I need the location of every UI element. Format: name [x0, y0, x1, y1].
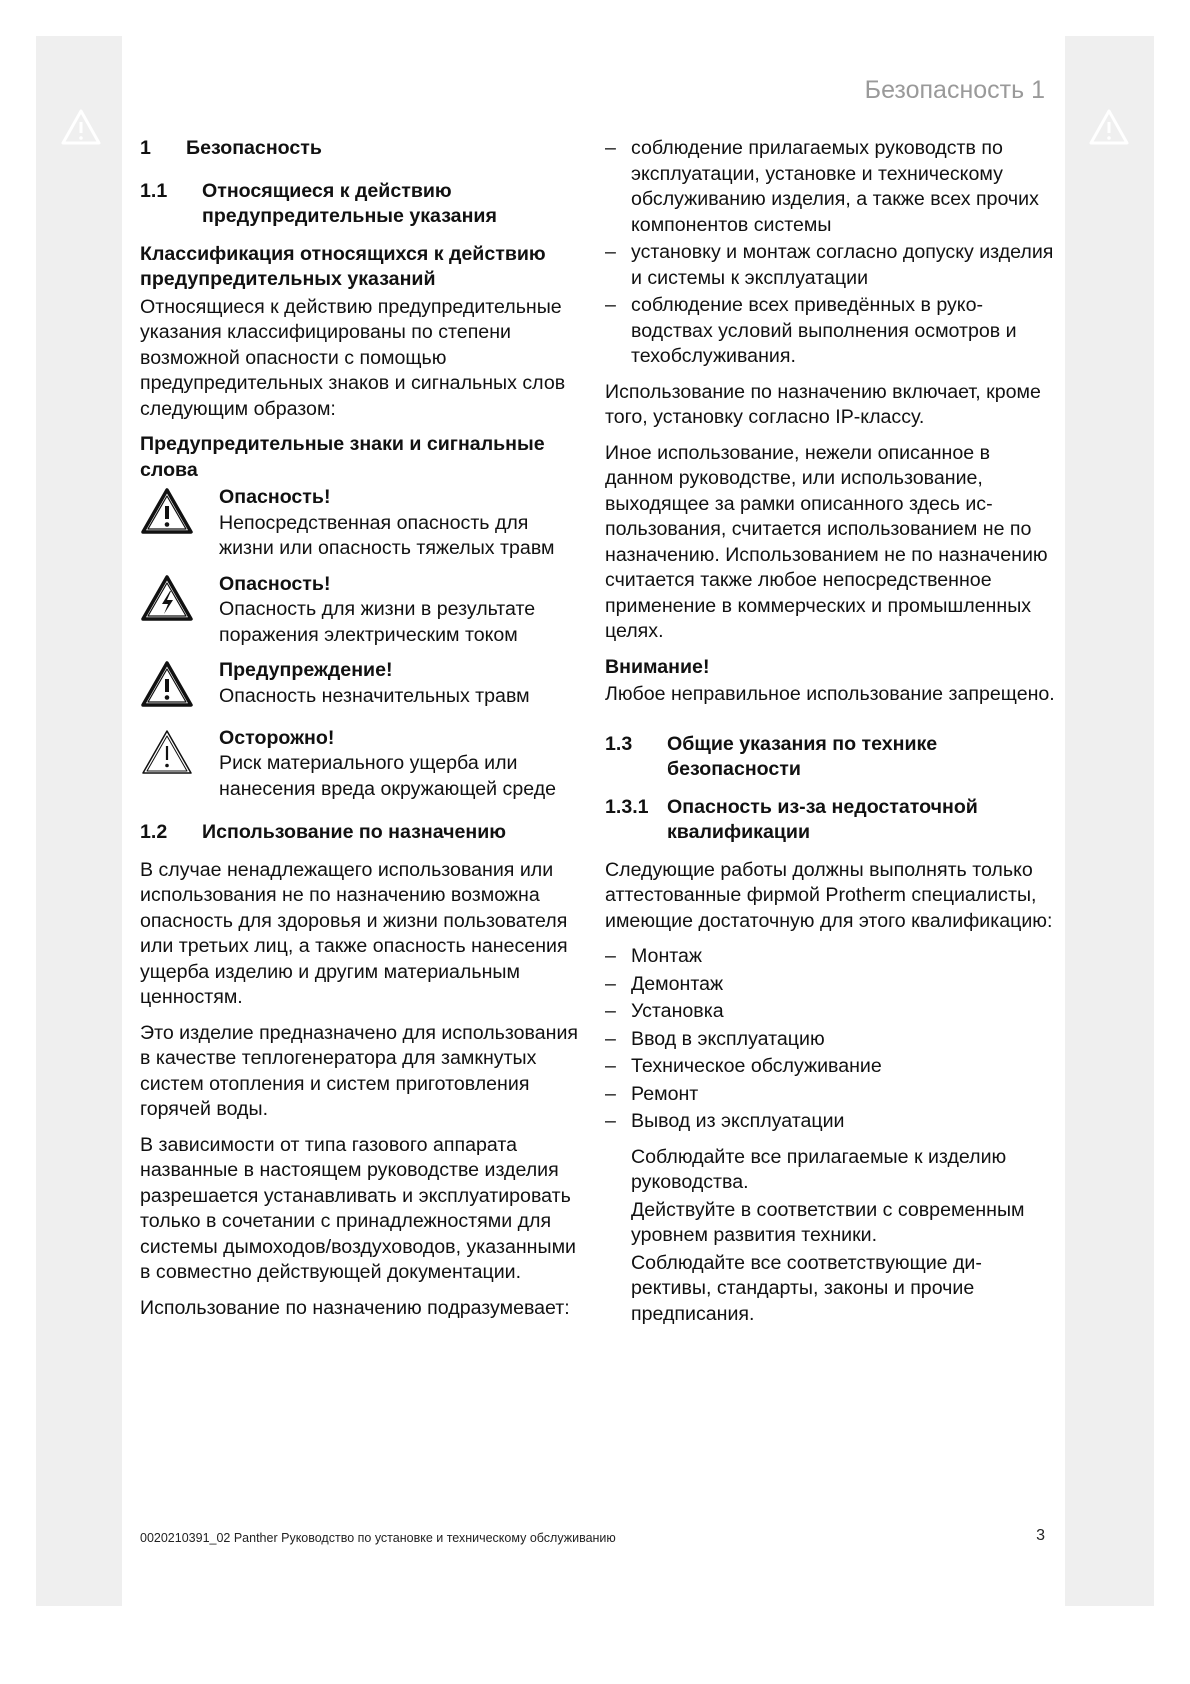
list-item: – Ввод в эксплуатацию	[605, 1027, 825, 1050]
instruction: Соблюдайте все соответствующие директивы, стандарты, законы и прочие предписания.	[631, 1251, 982, 1325]
warning-title: Опасность!	[219, 486, 331, 508]
list-item: – соблюдение прилагаемых руководств по эксплуатации, установке и техническому обслуживанию изделия, а также всех прочих компонентов системы	[605, 137, 1039, 236]
left-column	[140, 136, 580, 1331]
warning-danger	[140, 485, 580, 562]
page-number: 3	[1036, 1527, 1045, 1544]
list-item: – Демонтаж	[605, 972, 724, 995]
electric-shock-warning-icon	[140, 574, 194, 622]
warning-title: Опасность!	[219, 572, 331, 595]
paragraph: Использование по назначению включает, кроме того, установку согласно IP-классу.	[605, 380, 1041, 428]
warning-triangle-icon	[140, 487, 194, 535]
section-1-3-heading: 1.3 Общие указания по технике безопасности	[605, 732, 938, 780]
warning-electric	[140, 572, 580, 649]
list-item: – Вывод из эксплуатации	[605, 1110, 845, 1132]
list-item: – соблюдение всех приведённых в руководствах условий выполнения осмотров и техобслуживания.	[605, 294, 1017, 367]
list-item: – Ремонт	[605, 1082, 699, 1105]
section-1-2-heading: 1.2 Использование по назначению	[140, 821, 506, 843]
paragraph: Иное использование, нежели описанное в данном руководстве, или использование, выходящее за рамки описанного здесь использования, считается использованием не по назначению. Использованием не по назначению считается также любое непосредственное применение в коммерческих и промышленных целях.	[605, 441, 1048, 642]
paragraph: В зависимости от типа газового аппарата названные в настоящем руководстве изделия разрешается устанавливать и эксплуатировать только в сочетании с принадлежностями для системы дымоходов/воздуховодов, указанными в совместно действующей документации.	[140, 1133, 576, 1283]
warning-caution	[140, 658, 580, 716]
paragraph: В случае ненадлежащего использования или использования не по назначению возможна опасность для здоровья и жизни пользователя или третьих лиц, а также опасность нанесения ущерба изделию и другим материальным ценностям.	[140, 858, 568, 1008]
instructions-block	[605, 1145, 1055, 1328]
warning-triangle-icon	[140, 660, 194, 708]
section-1-heading: 1 Безопасность	[140, 137, 322, 159]
list-item: – Монтаж	[605, 945, 703, 967]
footer-document-title: 0020210391_02 Panther Руководство по установке и техническому обслуживанию	[140, 1531, 616, 1545]
list-item: – Техническое обслуживание	[605, 1055, 882, 1077]
left-margin-band	[36, 36, 122, 1606]
warning-title: Осторожно!	[219, 726, 335, 749]
section-1-1-heading: 1.1 Относящиеся к действию предупредительные указания	[140, 179, 497, 227]
margin-warning-icon-left	[60, 108, 102, 146]
warning-text: Непосредственная опасность для жизни или опасность тяжелых травм	[219, 511, 555, 559]
right-margin-band	[1065, 36, 1154, 1606]
warning-title: Предупреждение!	[219, 659, 393, 681]
page-header-title: Безопасность 1	[864, 76, 1045, 104]
caution-triangle-icon	[140, 728, 194, 776]
warning-notice	[140, 726, 580, 803]
warning-text: Риск материального ущерба или нанесения вреда окружающей среде	[219, 752, 557, 800]
classification-heading: Классификация относящихся к действию предупредительных указаний	[140, 242, 546, 290]
warning-text: Опасность для жизни в результате поражения электрическим током	[219, 598, 536, 646]
warning-text: Опасность незначительных травм	[219, 684, 530, 707]
margin-warning-icon-right	[1088, 108, 1130, 146]
intended-use-list	[605, 136, 1055, 370]
classification-text: Относящиеся к действию предупредительные указания классифицированы по степени возможной опасности с помощью предупредительных знаков и сигнальных слов следующим образом:	[140, 295, 566, 420]
instruction: Действуйте в соответствии с современным уровнем развития техники.	[631, 1198, 1025, 1246]
paragraph: Следующие работы должны выполнять только аттестованные фирмой Protherm специалисты, имеющие достаточную для этого квалификацию:	[605, 858, 1053, 932]
works-list	[605, 944, 1055, 1135]
signs-heading: Предупредительные знаки и сигнальные слова	[140, 433, 545, 481]
paragraph: Это изделие предназначено для использования в качестве теплогенератора для замкнутых систем отопления и систем приготовления горячей воды.	[140, 1021, 579, 1120]
paragraph: Использование по назначению подразумевает:	[140, 1296, 570, 1319]
list-item: – установку и монтаж согласно допуску изделия и системы к эксплуатации	[605, 241, 1054, 289]
list-item: – Установка	[605, 1000, 724, 1022]
section-1-3-1-heading: 1.3.1 Опасность из-за недостаточной квалификации	[605, 795, 978, 843]
instruction: Соблюдайте все прилагаемые к изделию руководства.	[631, 1145, 1007, 1193]
right-column	[605, 136, 1055, 1329]
attention-heading: Внимание!	[605, 655, 710, 678]
attention-text: Любое неправильное использование запрещено.	[605, 683, 1055, 705]
